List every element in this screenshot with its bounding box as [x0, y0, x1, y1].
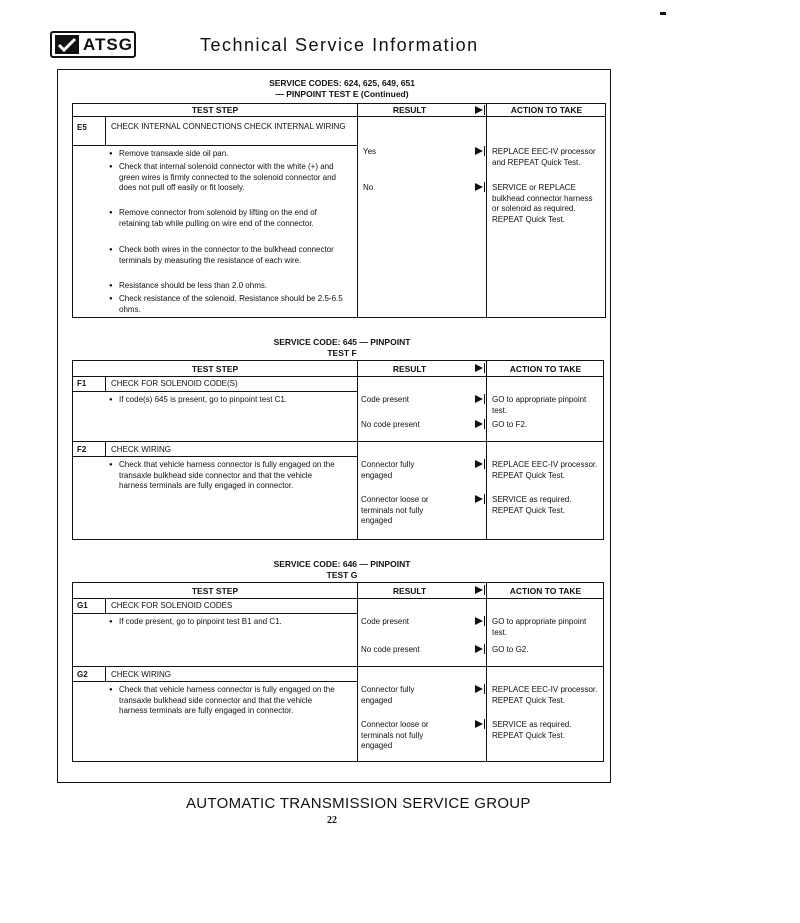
- step-title: CHECK FOR SOLENOID CODES: [111, 601, 233, 610]
- table-g: [72, 582, 604, 762]
- action-text: GO to appropriate pinpoint test.: [492, 617, 587, 637]
- list-item: ● Check resistance of the solenoid. Resistance should be 2.5-6.5 ohms.: [109, 294, 349, 315]
- section-f-title: [72, 337, 612, 359]
- section-g-title-line2: TEST G: [326, 570, 358, 580]
- list-item: ● Remove transaxle side oil pan.: [109, 149, 349, 160]
- col-action: ACTION TO TAKE: [509, 586, 582, 596]
- section-e-title-line1: SERVICE CODES: 624, 625, 649, 651: [269, 78, 415, 88]
- step-id: F2: [77, 445, 87, 454]
- result-connector-loose: Connector loose or terminals not fully engaged: [361, 495, 429, 525]
- col-test-step: TEST STEP: [191, 105, 239, 115]
- step-id: G2: [77, 670, 88, 679]
- col-action: ACTION TO TAKE: [510, 105, 583, 115]
- list-item: ● Check both wires in the connector to the bulkhead connector terminals by measuring the resistance of each wire.: [109, 245, 349, 266]
- col-action: ACTION TO TAKE: [509, 364, 582, 374]
- action-yes: REPLACE EEC-IV processor and REPEAT Quick Test.: [492, 147, 596, 167]
- page-title: Technical Service Information: [200, 35, 479, 55]
- result-yes: Yes: [363, 147, 377, 156]
- table-f: [72, 360, 604, 540]
- step-id: E5: [77, 123, 87, 132]
- col-result: RESULT: [392, 586, 427, 596]
- step-title: CHECK INTERNAL CONNECTIONS CHECK INTERNAL WIRING: [111, 122, 346, 131]
- step-id: G1: [77, 601, 88, 610]
- result-no-code: No code present: [361, 645, 420, 654]
- section-f-title-line1: SERVICE CODE: 645 — PINPOINT: [273, 337, 411, 347]
- arrow-icon: [475, 420, 483, 428]
- result-code-present: Code present: [361, 617, 410, 626]
- table-e: [72, 103, 606, 318]
- action-text: SERVICE as required. REPEAT Quick Test.: [492, 720, 572, 740]
- action-text: GO to appropriate pinpoint test.: [492, 395, 587, 415]
- list-item: ● If code(s) 645 is present, go to pinpoint test C1.: [109, 395, 349, 406]
- col-test-step: TEST STEP: [191, 364, 239, 374]
- section-f-title-line2: TEST F: [327, 348, 357, 358]
- action-text: REPLACE EEC-IV processor. REPEAT Quick Test.: [492, 685, 598, 705]
- corner-mark: [660, 12, 666, 15]
- arrow-icon: [475, 106, 483, 114]
- list-item: ● Check that internal solenoid connector with the white (+) and green wires is firmly connected to the solenoid connector and does not pull off easily or fit loosely.: [109, 162, 349, 194]
- checkmark-icon: [55, 35, 79, 54]
- page-number: 22: [327, 815, 337, 826]
- result-connector-loose: Connector loose or terminals not fully engaged: [361, 720, 429, 750]
- step-title: CHECK FOR SOLENOID CODE(S): [111, 379, 238, 388]
- arrow-icon: [475, 147, 483, 155]
- step-title: CHECK WIRING: [111, 445, 171, 454]
- list-item: ● Resistance should be less than 2.0 ohms.: [109, 281, 349, 292]
- action-text: SERVICE as required. REPEAT Quick Test.: [492, 495, 572, 515]
- arrow-icon: [475, 183, 483, 191]
- atsg-logo: [50, 31, 136, 58]
- list-item: ● Check that vehicle harness connector is fully engaged on the transaxle bulkhead side connector and that the vehicle harness terminals are fully engaged in connector.: [109, 685, 339, 717]
- result-no: No: [363, 183, 374, 192]
- action-text: GO to G2.: [492, 645, 529, 654]
- footer-org: AUTOMATIC TRANSMISSION SERVICE GROUP: [186, 795, 531, 812]
- arrow-icon: [475, 720, 483, 728]
- arrow-icon: [475, 395, 483, 403]
- arrow-icon: [475, 495, 483, 503]
- result-connector-engaged: Connector fully engaged: [361, 460, 415, 480]
- arrow-icon: [475, 364, 483, 372]
- result-connector-engaged: Connector fully engaged: [361, 685, 415, 705]
- action-no: SERVICE or REPLACE bulkhead connector harness or solenoid as required. REPEAT Quick Test.: [492, 183, 593, 224]
- arrow-icon: [475, 685, 483, 693]
- action-text: GO to F2.: [492, 420, 528, 429]
- result-no-code: No code present: [361, 420, 420, 429]
- section-g-title: [72, 559, 612, 581]
- arrow-icon: [475, 460, 483, 468]
- list-item: ● Remove connector from solenoid by lifting on the end of retaining tab while pulling on wire end of the connector.: [109, 208, 349, 229]
- arrow-icon: [475, 645, 483, 653]
- list-item: ● If code present, go to pinpoint test B1 and C1.: [109, 617, 349, 628]
- section-g-title-line1: SERVICE CODE: 646 — PINPOINT: [273, 559, 411, 569]
- col-result: RESULT: [392, 105, 427, 115]
- section-e-title-line2: — PINPOINT TEST E (Continued): [275, 89, 409, 99]
- result-code-present: Code present: [361, 395, 410, 404]
- action-text: REPLACE EEC-IV processor. REPEAT Quick Test.: [492, 460, 598, 480]
- logo-text: ATSG: [83, 34, 133, 54]
- col-result: RESULT: [392, 364, 427, 374]
- step-title: CHECK WIRING: [111, 670, 171, 679]
- step-id: F1: [77, 379, 87, 388]
- col-test-step: TEST STEP: [191, 586, 239, 596]
- list-item: ● Check that vehicle harness connector is fully engaged on the transaxle bulkhead side connector and that the vehicle harness terminals are fully engaged in connector.: [109, 460, 339, 492]
- section-e-title: [72, 78, 612, 100]
- arrow-icon: [475, 586, 483, 594]
- arrow-icon: [475, 617, 483, 625]
